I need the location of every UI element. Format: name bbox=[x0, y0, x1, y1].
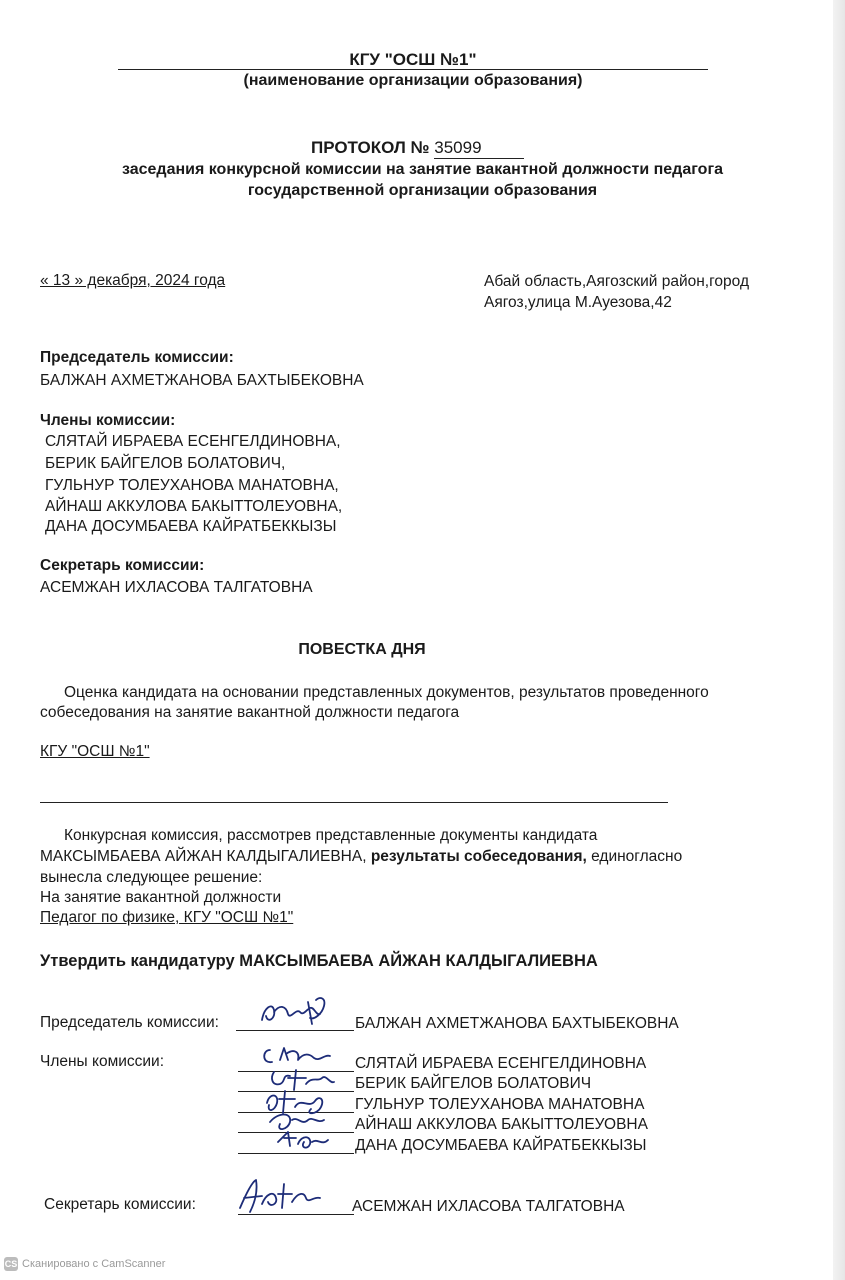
member-item: ГУЛЬНУР ТОЛЕУХАНОВА МАНАТОВНА, bbox=[45, 477, 339, 494]
member-item: ДАНА ДОСУМБАЕВА КАЙРАТБЕККЫЗЫ bbox=[45, 518, 337, 535]
secretary-signature-label: Секретарь комиссии: bbox=[44, 1196, 196, 1213]
members-heading: Члены комиссии: bbox=[40, 412, 176, 429]
agenda-text-1: Оценка кандидата на основании представленных документов, результатов проведенного bbox=[64, 684, 709, 701]
agenda-text-2: собеседования на занятие вакантной должности педагога bbox=[40, 704, 460, 721]
chair-handwritten-signature bbox=[240, 990, 340, 1035]
secretary-heading: Секретарь комиссии: bbox=[40, 557, 205, 574]
scanner-text: Сканировано с CamScanner bbox=[22, 1258, 166, 1270]
member-item: БЕРИК БАЙГЕЛОВ БОЛАТОВИЧ, bbox=[45, 455, 286, 472]
meeting-location-2: Аягоз,улица М.Ауезова,42 bbox=[484, 294, 672, 311]
organization-caption: (наименование организации образования) bbox=[243, 72, 583, 89]
candidate-name: МАКСЫМБАЕВА АЙЖАН КАЛДЫГАЛИЕВНА, bbox=[40, 848, 367, 865]
member-signature-name: СЛЯТАЙ ИБРАЕВА ЕСЕНГЕЛДИНОВНА bbox=[355, 1055, 647, 1072]
member-handwritten-signature bbox=[270, 1124, 338, 1156]
decision-text-3: вынесла следующее решение: bbox=[40, 869, 263, 886]
blank-line bbox=[40, 802, 668, 803]
position-title: Педагог по физике, КГУ "ОСШ №1" bbox=[40, 909, 294, 926]
decision-text-4: На занятие вакантной должности bbox=[40, 889, 282, 906]
member-signature-name: ГУЛЬНУР ТОЛЕУХАНОВА МАНАТОВНА bbox=[355, 1096, 645, 1113]
approved-candidate: МАКСЫМБАЕВА АЙЖАН КАЛДЫГАЛИЕВНА bbox=[239, 952, 598, 970]
chair-name: БАЛЖАН АХМЕТЖАНОВА БАХТЫБЕКОВНА bbox=[40, 372, 364, 389]
meeting-date: « 13 » декабря, 2024 года bbox=[40, 272, 226, 289]
chair-signature-label: Председатель комиссии: bbox=[40, 1014, 219, 1031]
protocol-subtitle-2: государственной организации образования bbox=[247, 182, 598, 199]
protocol-number: 35099 bbox=[434, 138, 524, 159]
agenda-organization: КГУ "ОСШ №1" bbox=[40, 743, 150, 760]
decision-text-1: Конкурсная комиссия, рассмотрев представленные документы кандидата bbox=[64, 827, 598, 844]
interview-results: результаты собеседования, bbox=[370, 848, 587, 865]
member-signature-name: ДАНА ДОСУМБАЕВА КАЙРАТБЕККЫЗЫ bbox=[355, 1137, 647, 1154]
scanner-watermark bbox=[4, 1257, 165, 1271]
agenda-heading: ПОВЕСТКА ДНЯ bbox=[298, 641, 426, 658]
member-signature-name: БЕРИК БАЙГЕЛОВ БОЛАТОВИЧ bbox=[355, 1075, 592, 1092]
decision-text-2 bbox=[40, 848, 682, 866]
organization-name: КГУ "ОСШ №1" bbox=[349, 50, 477, 69]
protocol-title-prefix: ПРОТОКОЛ № bbox=[311, 138, 430, 157]
protocol-subtitle-1: заседания конкурсной комиссии на занятие вакантной должности педагога bbox=[121, 161, 724, 178]
chair-signature-name: БАЛЖАН АХМЕТЖАНОВА БАХТЫБЕКОВНА bbox=[355, 1015, 679, 1032]
members-signature-label: Члены комиссии: bbox=[40, 1053, 165, 1070]
member-item: АЙНАШ АККУЛОВА БАКЫТТОЛЕУОВНА, bbox=[45, 498, 343, 515]
camscanner-logo-icon: CS bbox=[4, 1259, 18, 1269]
unanimous-text: единогласно bbox=[591, 848, 683, 865]
member-signature-name: АЙНАШ АККУЛОВА БАКЫТТОЛЕУОВНА bbox=[355, 1116, 648, 1133]
organization-underline bbox=[118, 69, 708, 70]
member-item: СЛЯТАЙ ИБРАЕВА ЕСЕНГЕЛДИНОВНА, bbox=[45, 433, 341, 450]
secretary-signature-name: АСЕМЖАН ИХЛАСОВА ТАЛГАТОВНА bbox=[352, 1198, 625, 1215]
meeting-location-1: Абай область,Аягозский район,город bbox=[484, 273, 749, 290]
protocol-title bbox=[311, 138, 524, 159]
approve-prefix: Утвердить кандидатуру bbox=[40, 952, 235, 970]
secretary-handwritten-signature bbox=[232, 1174, 332, 1218]
page-edge bbox=[833, 0, 845, 1280]
approve-statement bbox=[40, 952, 598, 971]
secretary-name: АСЕМЖАН ИХЛАСОВА ТАЛГАТОВНА bbox=[40, 579, 313, 596]
chair-heading: Председатель комиссии: bbox=[40, 349, 234, 366]
